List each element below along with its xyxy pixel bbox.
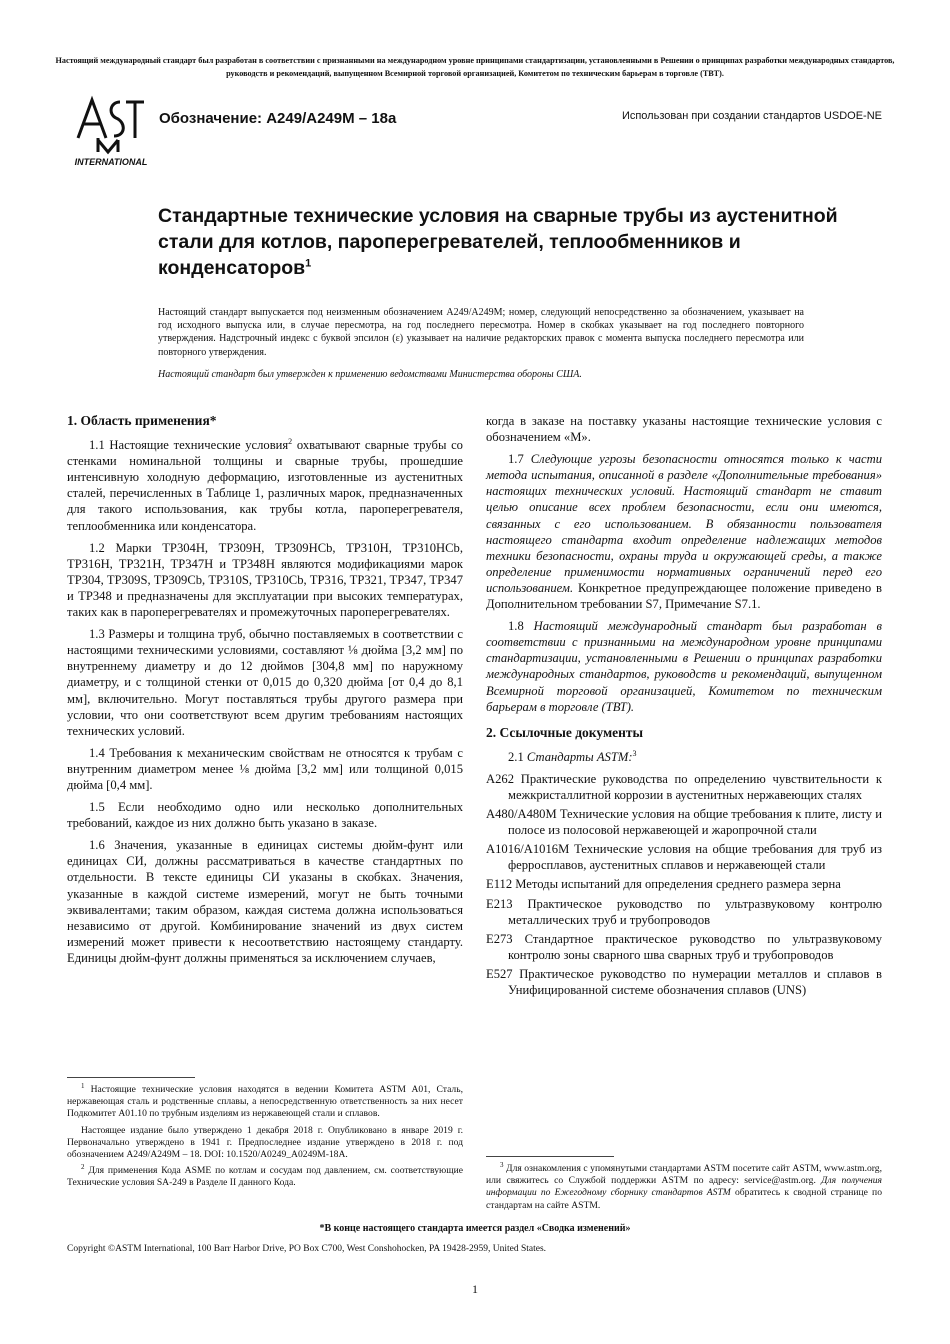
copyright: Copyright ©ASTM International, 100 Barr Harbor Drive, PO Box C700, West Conshohocken, PA 19428-2959, United States. <box>67 1244 547 1254</box>
left-column <box>67 413 463 972</box>
reference-a480: A480/A480M Технические условия на общие требования к плите, листу и полосе из полосовой нержавеющей и жаропрочной стали <box>486 807 882 838</box>
reference-e527: E527 Практическое руководство по нумерации металлов и сплавов в Унифицированной системе обозначения сплавов (UNS) <box>486 966 882 997</box>
title-footnote-mark: 1 <box>305 257 312 270</box>
paragraph-1-3: 1.3 Размеры и толщина труб, обычно поставляемых в соответствии с настоящими техническими условиями, составляют ⅛ дюйма [3,2 мм] по внутреннему диаметру и до 12 дюймов [304,8 мм] по наружному диаметру, и с толщиной стенки от 0,015 до 0,320 дюйма [от 0,4 до 8,1 мм], включительно. Могут поставляться трубы другого размера при условии, что они соответствуют всем другим требованиям настоящих технических условий. <box>67 627 463 738</box>
top-notice: Настоящий международный стандарт был разработан в соответствии с признанными на международном уровне принципами стандартизации, установленными в Решении о принципах разработки международных стандартов, руководств и рекомендаций, выпущенном Всемирной торговой организацией, Комитетом по техническим барьерам в торговле (ТВТ). <box>55 56 895 78</box>
reference-a262: A262 Практические руководства по определению чувствительности к межкристаллитной коррозии в аустенитных нержавеющих сталях <box>486 771 882 802</box>
paragraph-1-6: 1.6 Значения, указанные в единицах системы дюйм-фунт или единицах СИ, должны рассматриваться в качестве стандартных по отдельности. В тексте единицы СИ указаны в скобках. Значения, указанные в каждой системе измерений, могут не быть точными эквивалентами; таким образом, каждая система должна использоваться независимо от другой. Комбинирование значений из двух систем измерений может привести к несоответствию настоящему стандарту. Единицы дюйм-фунт должны применяться за исключением случаев, <box>67 838 463 965</box>
footnote-1-edition: Настоящее издание было утверждено 1 декабря 2018 г. Опубликовано в январе 2019 г. Первоначально утверждено в 1941 г. Предпоследнее издание утверждено в 2018 г. под обозначением A249/A249M – 18. DOI: 10.1520/A0249_A0249M-18A. <box>67 1124 463 1161</box>
footnotes-right <box>486 1146 882 1216</box>
reference-e112: E112 Методы испытаний для определения среднего размера зерна <box>486 877 841 892</box>
logo-text: INTERNATIONAL <box>74 157 148 167</box>
page-title <box>158 203 838 281</box>
paragraph-1-8: 1.8 Настоящий международный стандарт был разработан в соответствии с признанными на международном уровне принципами стандартизации, установленными в Решении о принципах разработки международных стандартов, руководств и рекомендаций, выпущенном Всемирной торговой организацией, Комитетом по техническим барьерам в торговле (ТВТ). <box>486 619 882 714</box>
section-2-heading: 2. Ссылочные документы <box>486 724 644 740</box>
footnote-2: $^2$ Для применения Кода ASME по котлам и сосудам под давлением, см. соответствующие Технические условия SA-249 в Разделе II данного Кода. <box>67 1163 463 1189</box>
paragraph-1-1: 1.1 Настоящие технические условия$^2$ охватывают сварные трубы со стенками номинальной толщины и сварные трубы, прошедшие интенсивную холодную деформацию, изготовленные из аустенитных сталей, перечисленных в Таблице 1, различных марок, предназначенных для такого использования, как трубы котла, пароперегревателя, теплообменника или конденсатора. <box>67 436 463 533</box>
used-by-note: Использован при создании стандартов USDOE-NE <box>621 110 882 122</box>
astm-logo <box>68 94 154 168</box>
footnotes-left <box>67 1067 463 1194</box>
paragraph-2-1: 2.1 Стандарты ASTM:$^3$ <box>508 748 637 764</box>
issued-note: Настоящий стандарт выпускается под неизменным обозначением A249/A249M; номер, следующий непосредственно за обозначением, указывает на год исходного выпуска или, в случае пересмотра, на год последнего пересмотра. Номер в скобках указывает на год последнего повторного утверждения. Надстрочный индекс с буквой эпсилон (ε) указывает на наличие редакторских правок с момента выпуска последнего пересмотра или повторного утверждения. <box>158 307 804 358</box>
title-text: Стандартные технические условия на сварные трубы из аустенитной стали для котлов, пароперегревателей, теплообменников и конденсаторов <box>158 205 838 279</box>
footnote-divider <box>486 1156 614 1157</box>
designation: Обозначение: A249/A249M – 18a <box>159 110 397 127</box>
reference-e273: E273 Стандартное практическое руководство по ультразвуковому контролю зоны сварного шва сварных труб и трубопроводов <box>486 931 882 962</box>
reference-a1016: A1016/A1016M Технические условия на общие требования для труб из ферросплавов, аустенитных сплавов и нержавеющей стали <box>486 842 882 873</box>
footnote-3: $^3$ Для ознакомления с упомянутыми стандартами ASTM посетите сайт ASTM, www.astm.org, или свяжитесь со Службой поддержки ASTM по адресу: service@astm.org. Для получения информации по Ежегодному сборнику стандартов ASTM обратитесь к сводной странице по стандартам на сайте ASTM. <box>486 1160 882 1211</box>
reference-e213: E213 Практическое руководство по ультразвуковому контролю металлических труб и трубопроводов <box>486 896 882 927</box>
summary-of-changes-note: *В конце настоящего стандарта имеется раздел «Сводка изменений» <box>319 1223 631 1234</box>
paragraph-1-2: 1.2 Марки TP304H, TP309H, TP309HCb, TP310H, TP310HCb, TP316H, TP321H, TP347H и TP348H являются модификациями марок TP304, TP309S, TP309Cb, TP310S, TP310Cb, TP316, TP321, TP347, TP347 и TP348 и предназначены для эксплуатации при высоких температурах, таких как в пароперегревателях и промежуточных пароперегревателях. <box>67 540 463 620</box>
approved-note: Настоящий стандарт был утвержден к применению ведомствами Министерства обороны США. <box>158 369 582 380</box>
footnote-1: $^1$ Настоящие технические условия находятся в ведении Комитета ASTM A01, Сталь, нержавеющая сталь и родственные сплавы, а непосредственную ответственность за них несет Подкомитет A01.10 по трубным изделиям из нержавеющей стали и сплавов. <box>67 1081 463 1120</box>
paragraph-1-6-continued: когда в заказе на поставку указаны настоящие технические условия с обозначением «М». <box>486 414 882 445</box>
paragraph-1-4: 1.4 Требования к механическим свойствам не относятся к трубам с внутренним диаметром менее ⅛ дюйма [3,2 мм] или толщиной 0,015 дюйма [0,4 мм]. <box>67 745 463 792</box>
footnote-divider <box>67 1077 195 1078</box>
paragraph-1-5: 1.5 Если необходимо одно или несколько дополнительных требований, каждое из них должно быть указано в заказе. <box>67 800 463 831</box>
section-1-heading: 1. Область применения* <box>67 413 217 428</box>
paragraph-1-7: 1.7 Следующие угрозы безопасности относятся только к части метода испытания, описанной в разделе «Дополнительные требования» настоящих технических условий. Настоящий стандарт не ставит целью описание всех проблем безопасности, если они имеются, связанных с его использованием. В обязанности пользователя настоящего стандарта входит определение надлежащих методов техники безопасности, охраны труда и окружающей среды, а также определение применимости нормативных ограничений перед его использованием. Конкретное предупреждающее положение приведено в Дополнительном требовании S7, Примечание S7.1. <box>486 452 882 612</box>
right-column <box>486 413 882 1001</box>
page-number: 1 <box>472 1282 478 1296</box>
